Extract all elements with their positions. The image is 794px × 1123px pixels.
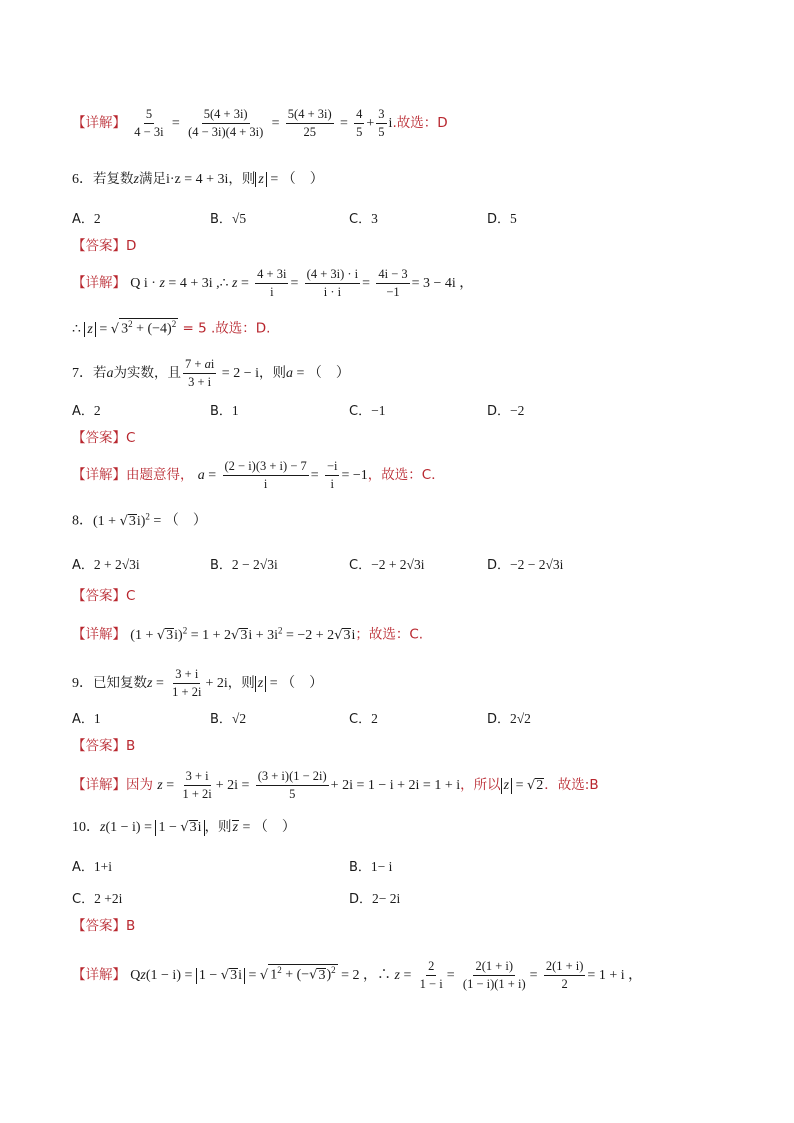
q5-detail-line: 【详解】 $\frac{5}{4 - 3i}$ = $\frac{5(4 + 3i)}{(4 - 3i)(4 + 3i)}$ = $\frac{5(4 + 3i)}{25}$ = $\frac{4}{5}$ + $\frac{3}{5}$ i.故选：D [72,107,448,140]
q6-option-d[interactable]: D．5 [487,211,517,227]
q7-answer: 【答案】C [72,430,136,446]
q6-option-c[interactable]: C．3 [349,211,378,227]
q9-option-b[interactable]: B．√2 [210,711,247,727]
q10-option-b[interactable]: B．1− i [349,859,393,875]
q7-option-a[interactable]: A．2 [72,403,101,419]
q6-stem: 6．若复数z满足i·z = 4 + 3i，则 z = （ ） [72,171,324,187]
q6-option-a[interactable]: A．2 [72,211,101,227]
q9-stem: 9．已知复数z = $\frac{3 + i}{1 + 2i}$ + 2i，则 z = （ ） [72,667,324,700]
q10-option-a[interactable]: A．1+i [72,859,113,875]
q9-answer: 【答案】B [72,738,136,754]
q6-detail-line2: ∴ z = √ $3^2 + (-4)^2 = 5$ .故选：D. [72,319,271,337]
q8-stem: 8．$(1 + √3i)^2$ = （ ） [72,511,207,529]
q9-option-a[interactable]: A．1 [72,711,101,727]
q10-option-d[interactable]: D．2− 2i [349,891,401,907]
q9-detail: 【详解】因为 z = $\frac{3 + i}{1 + 2i}$ + 2i = $\frac{(3 + i)(1 - 2i)}{5}$ + 2i = 1 − i + 2i = 1 + i，所以 z = √2．故选:B [72,769,599,802]
q10-option-c[interactable]: C．2 +2i [72,891,123,907]
q10-answer: 【答案】B [72,918,136,934]
q7-detail: 【详解】由题意得， a = $\frac{(2 - i)(3 + i) - 7}{i}$ = $\frac{-i}{i}$ = −1，故选：C． [72,459,445,492]
q10-detail: 【详解】 Qz(1 − i) = 1 − √3i = √ $1^2 + (-√3)^2 = 2$ ，∴ z = $\frac{2}{1 - i}$ = $\frac{2(1 + i)}{(1 - i)(1 + i)}$ = $\frac{2(1 + i)}{2}$ = 1 + i ， [72,959,643,992]
q8-option-b[interactable]: B．2 − 2√3i [210,557,278,573]
q7-stem: 7．若a为实数，且 $\frac{7 + ai}{3 + i}$ = 2 − i，则a = （ ） [72,357,350,390]
q9-option-d[interactable]: D．2√2 [487,711,531,727]
q8-option-d[interactable]: D．−2 − 2√3i [487,557,564,573]
q8-option-c[interactable]: C．−2 + 2√3i [349,557,425,573]
q6-answer: 【答案】D [72,238,137,254]
q8-answer: 【答案】C [72,588,136,604]
q7-option-c[interactable]: C．−1 [349,403,386,419]
q10-stem: 10．z(1 − i) = 1 − √3i ，则z = （ ） [72,819,296,835]
q9-option-c[interactable]: C．2 [349,711,378,727]
q7-option-d[interactable]: D．−2 [487,403,525,419]
q8-option-a[interactable]: A．2 + 2√3i [72,557,140,573]
q7-option-b[interactable]: B．1 [210,403,239,419]
q6-option-b[interactable]: B．√5 [210,211,247,227]
detail-tag: 【详解】 [72,115,126,132]
q5-conclusion: .故选：D [392,115,448,132]
q8-detail: 【详解】 $(1 + √3i)^2 = 1 + 2√3i + 3i^2 = -2 + 2√3i$；故选：C. [72,625,424,643]
q6-detail-line1: 【详解】 Q i · z = 4 + 3i ,∴ z = $\frac{4 + 3i}{i}$ = $\frac{(4 + 3i) \cdot i}{i \cdot i}$ = $\frac{4i - 3}{-1}$ = 3 − 4i ， [72,267,474,300]
